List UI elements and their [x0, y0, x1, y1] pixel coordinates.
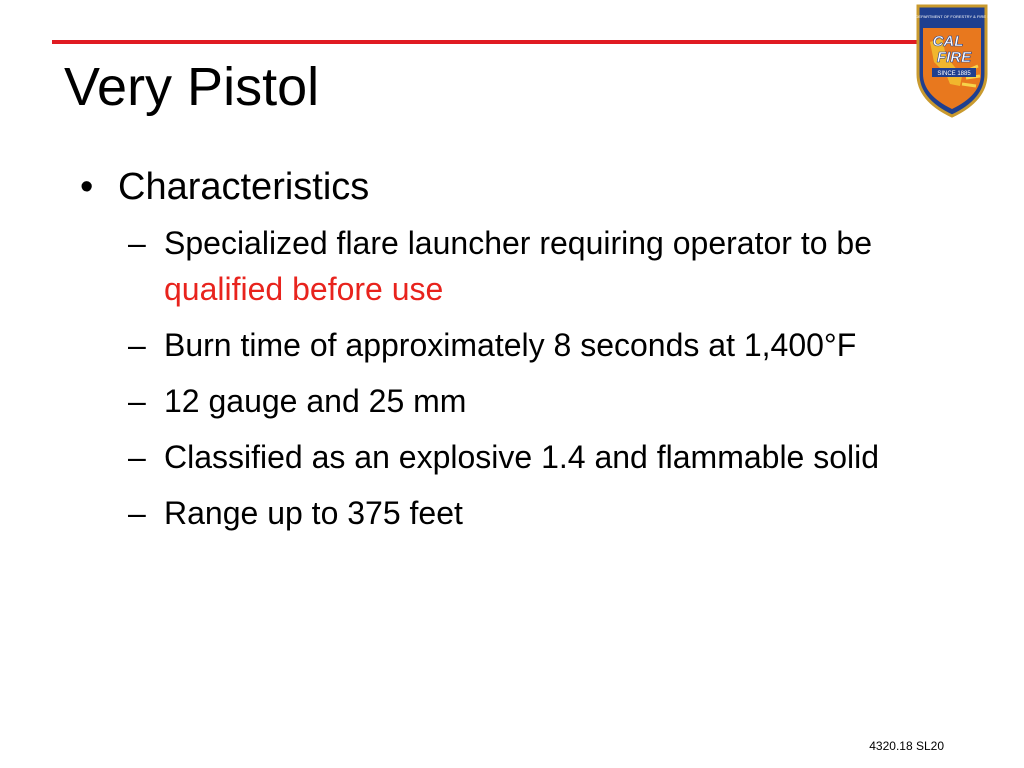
- bullet-characteristics: [80, 164, 960, 210]
- logo-department-text: CALIFORNIA DEPARTMENT OF FORESTRY & FIRE PROTECTION: [890, 14, 1014, 19]
- sub-bullet-item: [128, 220, 960, 312]
- sub-bullet-item: [128, 322, 960, 368]
- dash-marker: –: [128, 495, 146, 531]
- dash-marker: –: [128, 439, 146, 475]
- header-rule: [52, 40, 920, 44]
- highlight-text: qualified before use: [164, 271, 444, 307]
- dash-marker: –: [128, 225, 146, 261]
- sub-bullet-text: Burn time of approximately 8 seconds at 1,400°F: [164, 327, 857, 363]
- sub-bullet-item: [128, 378, 960, 424]
- dash-marker: –: [128, 327, 146, 363]
- sub-bullet-item: [128, 434, 960, 480]
- slide-id: 4320.18 SL20: [869, 739, 944, 753]
- sub-bullet-list: [80, 220, 960, 536]
- sub-bullet-text: Specialized flare launcher requiring operator to be: [164, 225, 872, 261]
- sub-bullet-text: Classified as an explosive 1.4 and flammable solid: [164, 439, 880, 475]
- slide-content: [80, 164, 960, 546]
- sub-bullet-text: Range up to 375 feet: [164, 495, 463, 531]
- slide-title: Very Pistol: [64, 57, 320, 117]
- sub-bullet-text: 12 gauge and 25 mm: [164, 383, 467, 419]
- bullet-label: Characteristics: [118, 166, 370, 208]
- logo-since-text: SINCE 1885: [937, 71, 971, 77]
- logo-fire-text: FIRE: [936, 49, 972, 66]
- sub-bullet-item: [128, 490, 960, 536]
- bullet-marker: •: [80, 166, 94, 208]
- cal-fire-logo: [890, 2, 1014, 118]
- dash-marker: –: [128, 383, 146, 419]
- logo-cal-text: CAL: [932, 33, 964, 50]
